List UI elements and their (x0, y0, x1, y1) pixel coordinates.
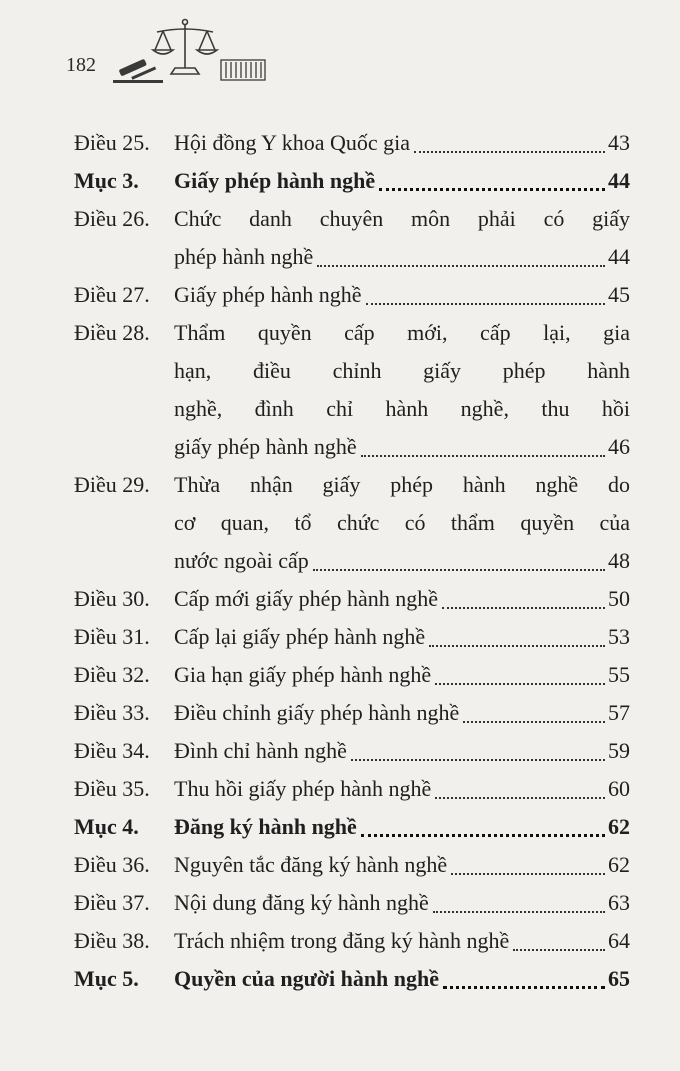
toc-entry-title-line: phép hành nghề (174, 244, 314, 269)
toc-entry-title-line: nghề, đình chỉ hành nghề, thu hồi (174, 396, 630, 421)
toc-entry-title-line: Thừa nhận giấy phép hành nghề do (174, 472, 630, 497)
toc-entry-title-line: Chức danh chuyên môn phải có giấy (174, 206, 630, 231)
toc-entry-label: Điều 38. (74, 928, 150, 953)
table-of-contents (74, 124, 630, 998)
toc-entry-dieu-37[interactable] (74, 884, 630, 922)
toc-entry-title: Đình chỉ hành nghề (174, 738, 347, 763)
toc-entry-page: 60 (608, 776, 630, 801)
toc-entry-title: Giấy phép hành nghề (174, 282, 362, 307)
toc-entry-dieu-33[interactable] (74, 694, 630, 732)
toc-entry-dieu-28[interactable] (74, 314, 630, 466)
toc-entry-label: Mục 3. (74, 168, 139, 193)
toc-entry-page: 64 (608, 928, 630, 953)
toc-entry-title: Thu hồi giấy phép hành nghề (174, 776, 432, 801)
toc-entry-dieu-36[interactable] (74, 846, 630, 884)
toc-entry-dieu-29[interactable] (74, 466, 630, 580)
toc-entry-dieu-25[interactable] (74, 124, 630, 162)
toc-entry-title-line: nước ngoài cấp (174, 548, 309, 573)
toc-entry-label: Điều 37. (74, 890, 150, 915)
toc-entry-title: Giấy phép hành nghề (174, 168, 376, 193)
toc-entry-title: Trách nhiệm trong đăng ký hành nghề (174, 928, 510, 953)
toc-entry-title-line: Thẩm quyền cấp mới, cấp lại, gia (174, 320, 630, 345)
toc-entry-title: Nguyên tắc đăng ký hành nghề (174, 852, 448, 877)
toc-entry-title-line: cơ quan, tổ chức có thẩm quyền của (174, 510, 630, 535)
toc-entry-title: Đăng ký hành nghề (174, 814, 357, 839)
justice-scales-gavel-icon (113, 16, 273, 88)
toc-entry-dieu-27[interactable] (74, 276, 630, 314)
toc-entry-page: 50 (608, 586, 630, 611)
toc-entry-title: Điều chỉnh giấy phép hành nghề (174, 700, 460, 725)
toc-entry-label: Điều 28. (74, 320, 150, 345)
toc-entry-dieu-26[interactable] (74, 200, 630, 276)
toc-entry-label: Mục 4. (74, 814, 139, 839)
toc-entry-dieu-32[interactable] (74, 656, 630, 694)
toc-entry-label: Điều 30. (74, 586, 150, 611)
toc-entry-label: Điều 33. (74, 700, 150, 725)
toc-entry-page: 46 (608, 434, 630, 459)
toc-entry-title: Hội đồng Y khoa Quốc gia (174, 130, 411, 155)
toc-entry-page: 45 (608, 282, 630, 307)
toc-entry-page: 65 (608, 966, 630, 991)
toc-entry-dieu-38[interactable] (74, 922, 630, 960)
toc-entry-label: Điều 29. (74, 472, 150, 497)
page-number: 182 (66, 54, 96, 76)
toc-entry-label: Điều 35. (74, 776, 150, 801)
toc-entry-label: Điều 25. (74, 130, 150, 155)
toc-entry-dieu-35[interactable] (74, 770, 630, 808)
toc-entry-title-line: giấy phép hành nghề (174, 434, 357, 459)
toc-entry-dieu-34[interactable] (74, 732, 630, 770)
toc-section-muc-3[interactable] (74, 162, 630, 200)
toc-entry-page: 63 (608, 890, 630, 915)
toc-entry-page: 44 (608, 244, 630, 269)
toc-section-muc-4[interactable] (74, 808, 630, 846)
toc-entry-label: Điều 32. (74, 662, 150, 687)
toc-entry-page: 55 (608, 662, 630, 687)
toc-entry-title: Gia hạn giấy phép hành nghề (174, 662, 432, 687)
toc-entry-label: Điều 31. (74, 624, 150, 649)
toc-entry-label: Điều 26. (74, 206, 150, 231)
toc-entry-page: 62 (608, 852, 630, 877)
toc-entry-page: 59 (608, 738, 630, 763)
toc-entry-title: Cấp mới giấy phép hành nghề (174, 586, 438, 611)
toc-entry-page: 44 (608, 168, 630, 193)
toc-entry-title: Cấp lại giấy phép hành nghề (174, 624, 426, 649)
toc-section-muc-5[interactable] (74, 960, 630, 998)
toc-entry-dieu-31[interactable] (74, 618, 630, 656)
toc-entry-label: Điều 36. (74, 852, 150, 877)
toc-entry-title: Nội dung đăng ký hành nghề (174, 890, 429, 915)
toc-entry-label: Mục 5. (74, 966, 139, 991)
toc-entry-page: 57 (608, 700, 630, 725)
toc-entry-page: 48 (608, 548, 630, 573)
page-header (58, 42, 278, 88)
toc-entry-label: Điều 34. (74, 738, 150, 763)
toc-entry-label: Điều 27. (74, 282, 150, 307)
toc-entry-page: 53 (608, 624, 630, 649)
toc-entry-page: 62 (608, 814, 630, 839)
toc-entry-title: Quyền của người hành nghề (174, 966, 440, 991)
toc-entry-title-line: hạn, điều chỉnh giấy phép hành (174, 358, 630, 383)
toc-entry-dieu-30[interactable] (74, 580, 630, 618)
toc-entry-page: 43 (608, 130, 630, 155)
